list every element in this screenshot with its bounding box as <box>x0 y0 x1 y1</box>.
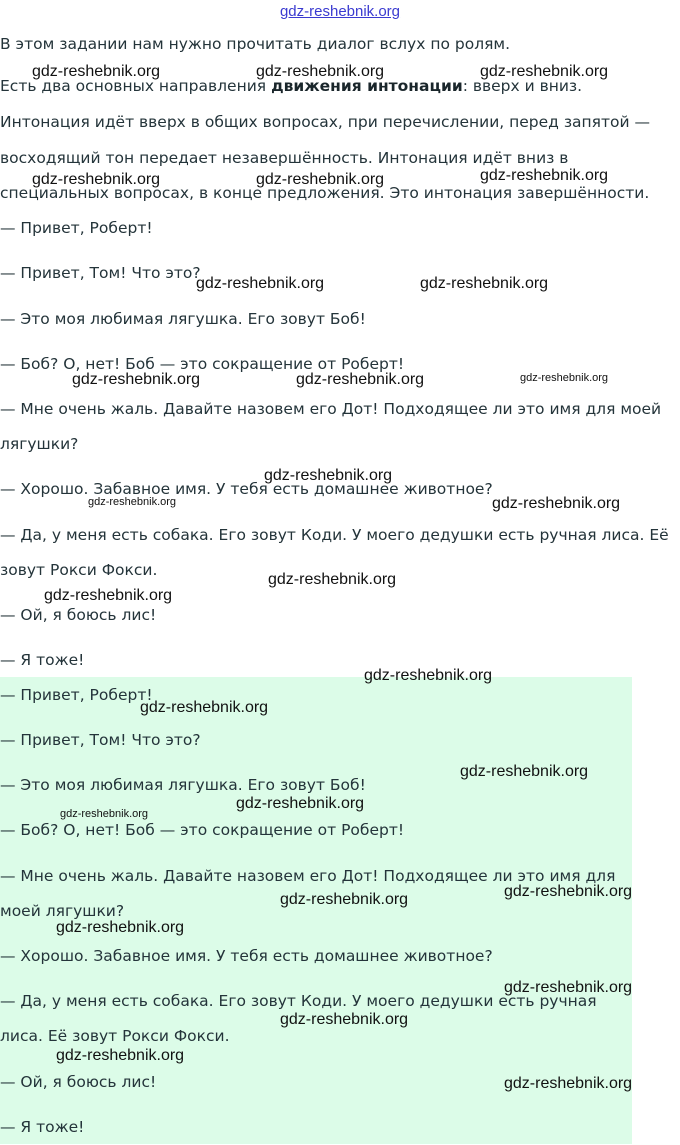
watermark: gdz-reshebnik.org <box>420 275 549 292</box>
answer-line: — Привет, Том! Что это? <box>0 731 201 749</box>
watermark: gdz-reshebnik.org <box>256 171 385 188</box>
watermark: gdz-reshebnik.org <box>296 371 425 388</box>
answer-line: — Хорошо. Забавное имя. У тебя есть домашнее животное? <box>0 947 493 965</box>
watermark: gdz-reshebnik.org <box>480 167 609 184</box>
watermark: gdz-reshebnik.org <box>236 795 365 812</box>
answer-line: — Привет, Роберт! <box>0 686 153 704</box>
site-link[interactable]: gdz-reshebnik.org <box>279 3 401 20</box>
dialogue-line: — Мне очень жаль. Давайте назовем его Дот! Подходящее ли это имя для моей <box>0 400 662 418</box>
answer-line: — Мне очень жаль. Давайте назовем его Дот! Подходящее ли это имя для <box>0 867 616 885</box>
watermark: gdz-reshebnik.org <box>88 496 177 508</box>
watermark: gdz-reshebnik.org <box>264 467 393 484</box>
intro-line-3: Интонация идёт вверх в общих вопросах, при перечислении, перед запятой — <box>0 113 651 131</box>
answer-line: — Боб? О, нет! Боб — это сокращение от Роберт! <box>0 821 405 839</box>
dialogue-line: — Хорошо. Забавное имя. У тебя есть домашнее животное? <box>0 480 493 498</box>
answer-line: лиса. Её зовут Рокси Фокси. <box>0 1027 230 1045</box>
watermark: gdz-reshebnik.org <box>520 372 609 384</box>
dialogue-line: — Привет, Том! Что это? <box>0 264 201 282</box>
watermark: gdz-reshebnik.org <box>140 699 269 716</box>
answer-line: — Это моя любимая лягушка. Его зовут Боб! <box>0 776 366 794</box>
watermark: gdz-reshebnik.org <box>256 63 385 80</box>
watermark: gdz-reshebnik.org <box>56 1047 185 1064</box>
watermark: gdz-reshebnik.org <box>492 495 621 512</box>
dialogue-line: — Я тоже! <box>0 651 85 669</box>
watermark: gdz-reshebnik.org <box>44 587 173 604</box>
watermark: gdz-reshebnik.org <box>56 919 185 936</box>
intro-line-2-post: : вверх и вниз. <box>462 77 583 95</box>
intro-line-5: специальных вопросах, в конце предложения. Это интонация завершённости. <box>0 184 650 202</box>
watermark: gdz-reshebnik.org <box>196 275 325 292</box>
watermark: gdz-reshebnik.org <box>32 171 161 188</box>
watermark: gdz-reshebnik.org <box>480 63 609 80</box>
watermark: gdz-reshebnik.org <box>280 1011 409 1028</box>
answer-line: — Я тоже! <box>0 1118 85 1136</box>
watermark: gdz-reshebnik.org <box>268 571 397 588</box>
intro-line-4: восходящий тон передает незавершённость. Интонация идёт вниз в <box>0 149 569 167</box>
intro-line-1: В этом задании нам нужно прочитать диалог вслух по ролям. <box>0 35 511 53</box>
watermark: gdz-reshebnik.org <box>280 891 409 908</box>
dialogue-line: — Привет, Роберт! <box>0 219 153 237</box>
watermark: gdz-reshebnik.org <box>32 63 161 80</box>
dialogue-line: — Да, у меня есть собака. Его зовут Коди. У моего дедушки есть ручная лиса. Её <box>0 526 669 544</box>
answer-line: — Да, у меня есть собака. Его зовут Коди. У моего дедушки есть ручная <box>0 992 597 1010</box>
watermark: gdz-reshebnik.org <box>60 808 149 820</box>
dialogue-line: лягушки? <box>0 435 79 453</box>
dialogue-line: — Боб? О, нет! Боб — это сокращение от Роберт! <box>0 355 405 373</box>
dialogue-line: — Это моя любимая лягушка. Его зовут Боб! <box>0 310 366 328</box>
dialogue-line: — Ой, я боюсь лис! <box>0 606 157 624</box>
answer-line: моей лягушки? <box>0 902 125 920</box>
watermark: gdz-reshebnik.org <box>504 979 633 996</box>
watermark: gdz-reshebnik.org <box>504 883 633 900</box>
watermark: gdz-reshebnik.org <box>72 371 201 388</box>
watermark: gdz-reshebnik.org <box>460 763 589 780</box>
dialogue-line: зовут Рокси Фокси. <box>0 561 158 579</box>
watermark: gdz-reshebnik.org <box>504 1075 633 1092</box>
watermark: gdz-reshebnik.org <box>364 667 493 684</box>
intro-bold-term: движения интонации <box>271 77 463 95</box>
intro-line-2-pre: Есть два основных направления <box>0 77 272 95</box>
answer-line: — Ой, я боюсь лис! <box>0 1073 157 1091</box>
